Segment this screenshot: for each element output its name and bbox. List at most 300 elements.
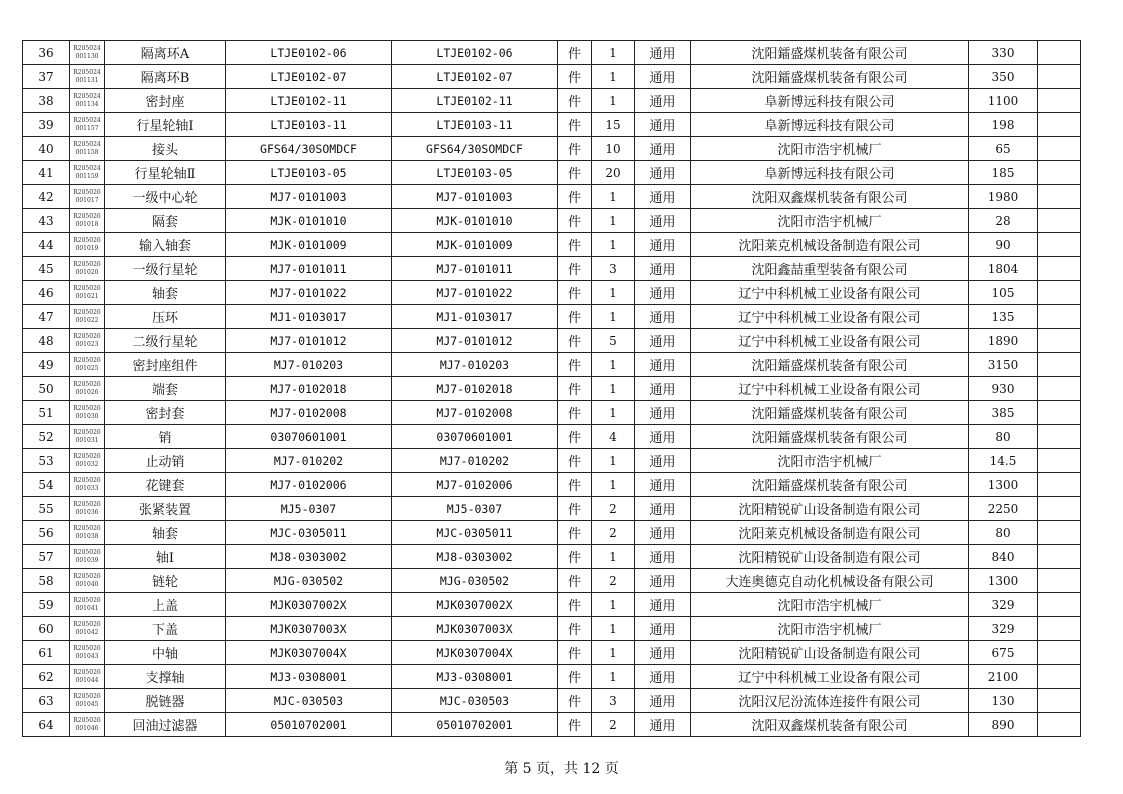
part-model: LTJE0102-07 [392,65,558,89]
usage-type: 通用 [635,89,691,113]
part-spec: MJK0307002X [226,593,392,617]
remark [1038,617,1081,641]
table-row [23,41,1081,65]
quantity: 1 [592,641,635,665]
part-name: 二级行星轮 [105,329,226,353]
quantity: 1 [592,401,635,425]
unit: 件 [558,617,592,641]
table-row [23,137,1081,161]
usage-type: 通用 [635,593,691,617]
material-code: R205026 001033 [70,473,105,497]
unit-price: 329 [969,593,1038,617]
quantity: 1 [592,185,635,209]
unit-price: 675 [969,641,1038,665]
table-row [23,641,1081,665]
unit: 件 [558,689,592,713]
usage-type: 通用 [635,233,691,257]
unit: 件 [558,401,592,425]
unit: 件 [558,521,592,545]
part-name: 销 [105,425,226,449]
unit-price: 90 [969,233,1038,257]
part-name: 一级行星轮 [105,257,226,281]
table-row [23,377,1081,401]
supplier: 阜新博远科技有限公司 [691,89,969,113]
part-model: MJ7-0101012 [392,329,558,353]
table-row [23,161,1081,185]
material-code: R205026 001042 [70,617,105,641]
part-model: MJG-030502 [392,569,558,593]
table-row [23,545,1081,569]
unit-price: 14.5 [969,449,1038,473]
supplier: 阜新博远科技有限公司 [691,113,969,137]
part-spec: MJK-0101009 [226,233,392,257]
part-spec: LTJE0102-06 [226,41,392,65]
part-name: 止动销 [105,449,226,473]
part-spec: MJC-0305011 [226,521,392,545]
remark [1038,233,1081,257]
part-spec: MJ5-0307 [226,497,392,521]
unit-price: 385 [969,401,1038,425]
quantity: 2 [592,713,635,737]
supplier: 沈阳鐳盛煤机装备有限公司 [691,401,969,425]
part-model: LTJE0103-05 [392,161,558,185]
usage-type: 通用 [635,113,691,137]
usage-type: 通用 [635,257,691,281]
part-spec: MJ3-0308001 [226,665,392,689]
part-name: 花键套 [105,473,226,497]
unit-price: 80 [969,521,1038,545]
table-row [23,425,1081,449]
quantity: 1 [592,233,635,257]
remark [1038,473,1081,497]
material-code: R205024 001134 [70,89,105,113]
part-model: MJ7-0101022 [392,281,558,305]
row-number: 46 [23,281,70,305]
unit: 件 [558,713,592,737]
part-name: 输入轴套 [105,233,226,257]
supplier: 沈阳鐳盛煤机装备有限公司 [691,473,969,497]
supplier: 沈阳精锐矿山设备制造有限公司 [691,545,969,569]
unit-price: 80 [969,425,1038,449]
row-number: 36 [23,41,70,65]
quantity: 1 [592,593,635,617]
part-model: MJ7-0102008 [392,401,558,425]
quantity: 1 [592,473,635,497]
supplier: 沈阳市浩宇机械厂 [691,137,969,161]
remark [1038,545,1081,569]
table-row [23,665,1081,689]
quantity: 20 [592,161,635,185]
unit-price: 350 [969,65,1038,89]
row-number: 51 [23,401,70,425]
part-name: 接头 [105,137,226,161]
material-code: R205026 001023 [70,329,105,353]
usage-type: 通用 [635,689,691,713]
table-row [23,449,1081,473]
remark [1038,329,1081,353]
material-code: R205026 001044 [70,665,105,689]
unit-price: 840 [969,545,1038,569]
material-code: R205026 001045 [70,689,105,713]
supplier: 沈阳市浩宇机械厂 [691,617,969,641]
unit-price: 105 [969,281,1038,305]
part-model: MJ7-0101003 [392,185,558,209]
unit-price: 329 [969,617,1038,641]
part-model: LTJE0102-06 [392,41,558,65]
quantity: 10 [592,137,635,161]
remark [1038,665,1081,689]
material-code: R205026 001017 [70,185,105,209]
material-code: R205024 001130 [70,41,105,65]
material-code: R205026 001046 [70,713,105,737]
part-model: MJ7-0102006 [392,473,558,497]
row-number: 64 [23,713,70,737]
unit: 件 [558,281,592,305]
row-number: 41 [23,161,70,185]
supplier: 沈阳鐳盛煤机装备有限公司 [691,41,969,65]
remark [1038,497,1081,521]
row-number: 45 [23,257,70,281]
material-code: R205026 001020 [70,257,105,281]
row-number: 38 [23,89,70,113]
table-row [23,209,1081,233]
part-spec: MJG-030502 [226,569,392,593]
unit: 件 [558,545,592,569]
supplier: 沈阳汉尼汾流体连接件有限公司 [691,689,969,713]
part-name: 端套 [105,377,226,401]
part-name: 压环 [105,305,226,329]
part-model: MJK0307003X [392,617,558,641]
usage-type: 通用 [635,305,691,329]
part-model: MJ7-010203 [392,353,558,377]
supplier: 阜新博远科技有限公司 [691,161,969,185]
unit: 件 [558,161,592,185]
remark [1038,137,1081,161]
part-spec: LTJE0102-11 [226,89,392,113]
part-name: 脱链器 [105,689,226,713]
unit-price: 1300 [969,473,1038,497]
part-name: 隔套 [105,209,226,233]
supplier: 辽宁中科机械工业设备有限公司 [691,281,969,305]
row-number: 48 [23,329,70,353]
unit: 件 [558,209,592,233]
part-spec: LTJE0103-05 [226,161,392,185]
usage-type: 通用 [635,521,691,545]
material-code: R205024 001131 [70,65,105,89]
row-number: 53 [23,449,70,473]
table-row [23,185,1081,209]
part-model: MJK0307002X [392,593,558,617]
usage-type: 通用 [635,449,691,473]
part-name: 上盖 [105,593,226,617]
usage-type: 通用 [635,545,691,569]
part-name: 轴I [105,545,226,569]
table-row [23,305,1081,329]
part-model: LTJE0102-11 [392,89,558,113]
material-code: R205026 001025 [70,353,105,377]
unit: 件 [558,473,592,497]
remark [1038,425,1081,449]
supplier: 沈阳莱克机械设备制造有限公司 [691,233,969,257]
unit-price: 3150 [969,353,1038,377]
remark [1038,713,1081,737]
part-spec: MJ7-0101012 [226,329,392,353]
part-model: MJK-0101009 [392,233,558,257]
table-row [23,689,1081,713]
supplier: 沈阳鐳盛煤机装备有限公司 [691,425,969,449]
unit: 件 [558,257,592,281]
remark [1038,89,1081,113]
unit-price: 185 [969,161,1038,185]
unit-price: 1100 [969,89,1038,113]
material-code: R205026 001043 [70,641,105,665]
part-spec: MJK-0101010 [226,209,392,233]
supplier: 辽宁中科机械工业设备有限公司 [691,329,969,353]
remark [1038,209,1081,233]
part-spec: MJ7-0102018 [226,377,392,401]
part-model: MJ3-0308001 [392,665,558,689]
remark [1038,41,1081,65]
quantity: 5 [592,329,635,353]
part-name: 中轴 [105,641,226,665]
unit: 件 [558,41,592,65]
part-spec: MJ7-0101003 [226,185,392,209]
part-model: 05010702001 [392,713,558,737]
unit: 件 [558,185,592,209]
unit: 件 [558,137,592,161]
material-code: R205026 001026 [70,377,105,401]
row-number: 49 [23,353,70,377]
quantity: 1 [592,89,635,113]
supplier: 大连奥德克自动化机械设备有限公司 [691,569,969,593]
part-model: LTJE0103-11 [392,113,558,137]
table-row [23,521,1081,545]
part-spec: GFS64/30SOMDCF [226,137,392,161]
row-number: 56 [23,521,70,545]
supplier: 沈阳精锐矿山设备制造有限公司 [691,497,969,521]
part-spec: 03070601001 [226,425,392,449]
part-spec: MJ8-0303002 [226,545,392,569]
quantity: 1 [592,209,635,233]
row-number: 52 [23,425,70,449]
table-row [23,353,1081,377]
quantity: 4 [592,425,635,449]
material-code: R205026 001039 [70,545,105,569]
part-model: MJ7-0102018 [392,377,558,401]
usage-type: 通用 [635,641,691,665]
unit-price: 28 [969,209,1038,233]
remark [1038,521,1081,545]
quantity: 1 [592,305,635,329]
row-number: 40 [23,137,70,161]
part-name: 隔离环B [105,65,226,89]
usage-type: 通用 [635,185,691,209]
part-spec: LTJE0102-07 [226,65,392,89]
part-spec: MJ7-010202 [226,449,392,473]
table-row [23,713,1081,737]
material-code: R205024 001159 [70,161,105,185]
part-model: MJ8-0303002 [392,545,558,569]
unit: 件 [558,497,592,521]
quantity: 1 [592,65,635,89]
unit-price: 930 [969,377,1038,401]
part-model: GFS64/30SOMDCF [392,137,558,161]
row-number: 59 [23,593,70,617]
unit-price: 2250 [969,497,1038,521]
part-model: MJC-030503 [392,689,558,713]
part-model: MJ7-0101011 [392,257,558,281]
remark [1038,353,1081,377]
part-name: 张紧装置 [105,497,226,521]
remark [1038,401,1081,425]
part-name: 支撑轴 [105,665,226,689]
usage-type: 通用 [635,353,691,377]
remark [1038,641,1081,665]
material-code: R205026 001030 [70,401,105,425]
supplier: 辽宁中科机械工业设备有限公司 [691,305,969,329]
part-spec: LTJE0103-11 [226,113,392,137]
usage-type: 通用 [635,401,691,425]
usage-type: 通用 [635,497,691,521]
quantity: 1 [592,617,635,641]
table-row [23,329,1081,353]
quantity: 3 [592,689,635,713]
unit: 件 [558,377,592,401]
unit-price: 135 [969,305,1038,329]
quantity: 2 [592,497,635,521]
unit: 件 [558,329,592,353]
part-spec: 05010702001 [226,713,392,737]
part-spec: MJC-030503 [226,689,392,713]
usage-type: 通用 [635,281,691,305]
unit: 件 [558,569,592,593]
supplier: 沈阳鐳盛煤机装备有限公司 [691,353,969,377]
part-spec: MJ7-0102008 [226,401,392,425]
usage-type: 通用 [635,425,691,449]
part-name: 一级中心轮 [105,185,226,209]
quantity: 1 [592,449,635,473]
unit: 件 [558,89,592,113]
usage-type: 通用 [635,41,691,65]
usage-type: 通用 [635,329,691,353]
supplier: 沈阳鐳盛煤机装备有限公司 [691,65,969,89]
unit: 件 [558,233,592,257]
quantity: 1 [592,353,635,377]
table-body [23,41,1081,737]
part-model: MJ5-0307 [392,497,558,521]
part-spec: MJ7-010203 [226,353,392,377]
unit: 件 [558,641,592,665]
quantity: 15 [592,113,635,137]
unit: 件 [558,305,592,329]
material-code: R205026 001022 [70,305,105,329]
row-number: 43 [23,209,70,233]
supplier: 沈阳双鑫煤机装备有限公司 [691,185,969,209]
material-code: R205026 001021 [70,281,105,305]
usage-type: 通用 [635,713,691,737]
table-row [23,617,1081,641]
unit: 件 [558,449,592,473]
remark [1038,305,1081,329]
table-row [23,473,1081,497]
part-name: 密封座组件 [105,353,226,377]
remark [1038,569,1081,593]
material-code: R205026 001036 [70,497,105,521]
usage-type: 通用 [635,137,691,161]
part-name: 密封套 [105,401,226,425]
unit: 件 [558,113,592,137]
unit-price: 130 [969,689,1038,713]
row-number: 55 [23,497,70,521]
part-spec: MJ1-0103017 [226,305,392,329]
remark [1038,185,1081,209]
unit: 件 [558,65,592,89]
remark [1038,689,1081,713]
quantity: 1 [592,665,635,689]
usage-type: 通用 [635,65,691,89]
supplier: 沈阳市浩宇机械厂 [691,209,969,233]
part-spec: MJK0307004X [226,641,392,665]
unit-price: 330 [969,41,1038,65]
material-code: R205024 001158 [70,137,105,161]
table-row [23,89,1081,113]
quantity: 1 [592,41,635,65]
part-name: 回油过滤器 [105,713,226,737]
row-number: 37 [23,65,70,89]
unit: 件 [558,593,592,617]
table-row [23,497,1081,521]
part-model: 03070601001 [392,425,558,449]
part-model: MJ7-010202 [392,449,558,473]
remark [1038,161,1081,185]
unit-price: 198 [969,113,1038,137]
supplier: 沈阳双鑫煤机装备有限公司 [691,713,969,737]
part-name: 隔离环A [105,41,226,65]
unit-price: 890 [969,713,1038,737]
supplier: 辽宁中科机械工业设备有限公司 [691,665,969,689]
unit: 件 [558,353,592,377]
table-row [23,281,1081,305]
quantity: 1 [592,377,635,401]
supplier: 沈阳精锐矿山设备制造有限公司 [691,641,969,665]
part-name: 链轮 [105,569,226,593]
unit-price: 1300 [969,569,1038,593]
part-spec: MJ7-0102006 [226,473,392,497]
row-number: 57 [23,545,70,569]
unit: 件 [558,665,592,689]
material-code: R205026 001031 [70,425,105,449]
material-code: R205026 001038 [70,521,105,545]
table-row [23,113,1081,137]
row-number: 58 [23,569,70,593]
unit-price: 1890 [969,329,1038,353]
quantity: 1 [592,545,635,569]
usage-type: 通用 [635,161,691,185]
usage-type: 通用 [635,569,691,593]
part-spec: MJK0307003X [226,617,392,641]
unit-price: 1804 [969,257,1038,281]
table-row [23,593,1081,617]
page-number: 第 5 页，共 12 页 [504,761,619,777]
supplier: 沈阳市浩宇机械厂 [691,449,969,473]
row-number: 39 [23,113,70,137]
part-name: 轴套 [105,281,226,305]
remark [1038,593,1081,617]
row-number: 60 [23,617,70,641]
material-code: R205024 001157 [70,113,105,137]
part-model: MJK0307004X [392,641,558,665]
table-row [23,569,1081,593]
